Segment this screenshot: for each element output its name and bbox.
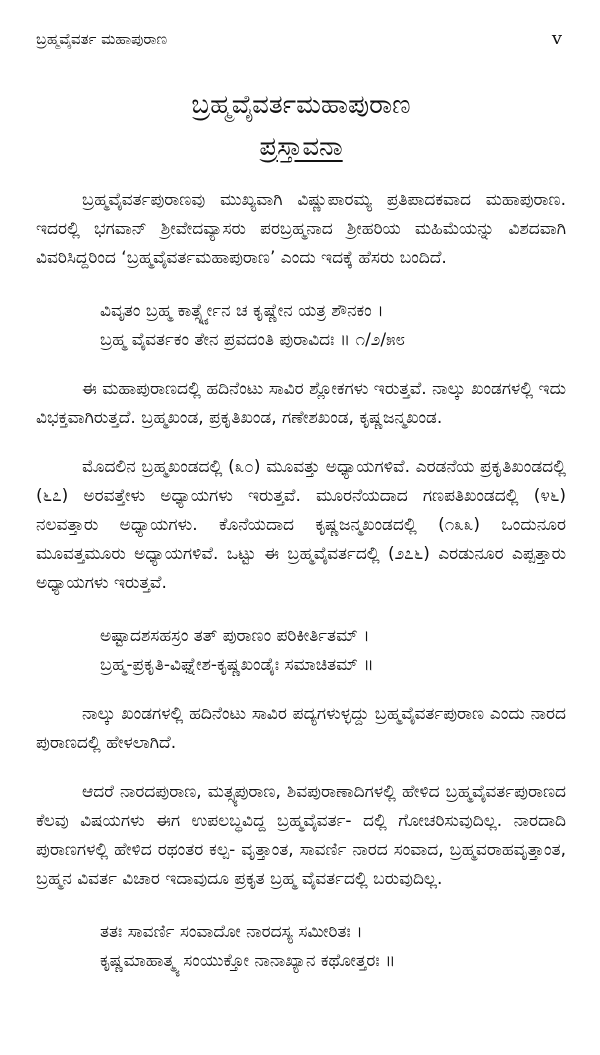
verse-line: ಅಷ್ಟಾದಶಸಹಸ್ರಂ ತತ್ ಪುರಾಣಂ ಪರಿಕೀರ್ತಿತಮ್ । (100, 626, 370, 646)
paragraph-5: ಆದರೆ ನಾರದಪುರಾಣ, ಮತ್ಸ್ಯಪುರಾಣ, ಶಿವಪುರಾಣಾದಿಗಳಲ್ಲಿ ಹೇಳಿದ ಬ್ರಹ್ಮವೈವರ್ತಪುರಾಣದ ಕೆಲವು ವಿಷಯಗಳು ಈಗ ಉಪಲಬ್ಧವಿದ್ದ ಬ್ರಹ್ಮವೈವರ್ತ- ದಲ್ಲಿ ಗೋಚರಿಸುವುದಿಲ್ಲ. ನಾರದಾದಿ ಪುರಾಣಗಳಲ್ಲಿ ಹೇಳಿದ ರಥಂತರ ಕಲ್ಪ- ವೃತ್ತಾಂತ, ಸಾವರ್ಣಿ ನಾರದ ಸಂವಾದ, ಬ್ರಹ್ಮವರಾಹವೃತ್ತಾಂತ, ಬ್ರಹ್ಮನ ವಿವರ್ತ ವಿಚಾರ ಇದಾವುದೂ ಪ್ರಕೃತ ಬ್ರಹ್ಮ ವೈವರ್ತದಲ್ಲಿ ಬರುವುದಿಲ್ಲ. (36, 782, 566, 889)
paragraph-1: ಬ್ರಹ್ಮವೈವರ್ತಪುರಾಣವು ಮುಖ್ಯವಾಗಿ ವಿಷ್ಣುಪಾರಮ್ಯ ಪ್ರತಿಪಾದಕವಾದ ಮಹಾಪುರಾಣ. ಇದರಲ್ಲಿ ಭಗವಾನ್ ಶ್ರೀವೇದವ್ಯಾಸರು ಪರಬ್ರಹ್ಮನಾದ ಶ್ರೀಹರಿಯ ಮಹಿಮೆಯನ್ನು ವಿಶದವಾಗಿ ವಿವರಿಸಿದ್ದರಿಂದ ‘ಬ್ರಹ್ಮವೈವರ್ತಮಹಾಪುರಾಣ’ ಎಂದು ಇದಕ್ಕೆ ಹೆಸರು ಬಂದಿದೆ. (36, 190, 566, 268)
running-header (36, 28, 566, 50)
verse-line: ತತಃ ಸಾವರ್ಣಿ ಸಂವಾದೋ ನಾರದಸ್ಯ ಸಮೀರಿತಃ । (100, 922, 363, 942)
chapter-title: ಬ್ರಹ್ಮವೈವರ್ತಮಹಾಪುರಾಣ (191, 90, 411, 120)
paragraph-2: ಈ ಮಹಾಪುರಾಣದಲ್ಲಿ ಹದಿನೆಂಟು ಸಾವಿರ ಶ್ಲೋಕಗಳು ಇರುತ್ತವೆ. ನಾಲ್ಕು ಖಂಡಗಳಲ್ಲಿ ಇದು ವಿಭಕ್ತವಾಗಿರುತ್ತದೆ. ಬ್ರಹ್ಮಖಂಡ, ಪ್ರಕೃತಿಖಂಡ, ಗಣೇಶಖಂಡ, ಕೃಷ್ಣಜನ್ಮಖಂಡ. (36, 379, 566, 428)
paragraph-3: ಮೊದಲಿನ ಬ್ರಹ್ಮಖಂಡದಲ್ಲಿ (೩೦) ಮೂವತ್ತು ಅಧ್ಯಾಯಗಳಿವೆ. ಎರಡನೆಯ ಪ್ರಕೃತಿಖಂಡದಲ್ಲಿ (೬೭) ಅರವತ್ತೇಳು ಅಧ್ಯಾಯಗಳು ಇರುತ್ತವೆ. ಮೂರನೆಯದಾದ ಗಣಪತಿಖಂಡದಲ್ಲಿ (೪೬) ನಲವತ್ತಾರು ಅಧ್ಯಾಯಗಳು. ಕೊನೆಯದಾದ ಕೃಷ್ಣಜನ್ಮಖಂಡದಲ್ಲಿ (೧೩೩) ಒಂದುನೂರ ಮೂವತ್ತಮೂರು ಅಧ್ಯಾಯಗಳಿವೆ. ಒಟ್ಟು ಈ ಬ್ರಹ್ಮವೈವರ್ತದಲ್ಲಿ (೨೭೬) ಎರಡುನೂರ ಎಪ್ಪತ್ತಾರು ಅಧ್ಯಾಯಗಳು ಇರುತ್ತವೆ. (36, 457, 566, 593)
verse-2 (36, 622, 566, 680)
running-title: ಬ್ರಹ್ಮವೈವರ್ತ ಮಹಾಪುರಾಣ (36, 30, 168, 48)
page-number: v (551, 28, 562, 49)
verse-3 (36, 918, 566, 976)
paragraph-4: ನಾಲ್ಕು ಖಂಡಗಳಲ್ಲಿ ಹದಿನೆಂಟು ಸಾವಿರ ಪದ್ಯಗಳುಳ್ಳದ್ದು ಬ್ರಹ್ಮವೈವರ್ತಪುರಾಣ ಎಂದು ನಾರದ ಪುರಾಣದಲ್ಲಿ ಹೇಳಲಾಗಿದೆ. (36, 704, 566, 753)
verse-line: ಕೃಷ್ಣಮಾಹಾತ್ಮ್ಯ ಸಂಯುಕ್ತೋ ನಾನಾಖ್ಯಾನ ಕಥೋತ್ತರಃ ॥ (100, 951, 396, 971)
verse-line: ವಿವೃತಂ ಬ್ರಹ್ಮ ಕಾರ್ತ್ಸ್ನ್ಯೇನ ಚ ಕೃಷ್ಣೇನ ಯತ್ರ ಶೌನಕಂ । (100, 301, 384, 321)
verse-line: ಬ್ರಹ್ಮ ವೈವರ್ತಕಂ ತೇನ ಪ್ರವದಂತಿ ಪುರಾವಿದಃ ॥ ೧/೨/೫೮ (100, 330, 406, 350)
chapter-subtitle: ಪ್ರಸ್ತಾವನಾ (259, 132, 343, 162)
verse-line: ಬ್ರಹ್ಮ-ಪ್ರಕೃತಿ-ವಿಘ್ನೇಶ-ಕೃಷ್ಣಖಂಡೈಃ ಸಮಾಚಿತಮ್ ॥ (100, 655, 374, 675)
verse-1 (36, 297, 566, 355)
